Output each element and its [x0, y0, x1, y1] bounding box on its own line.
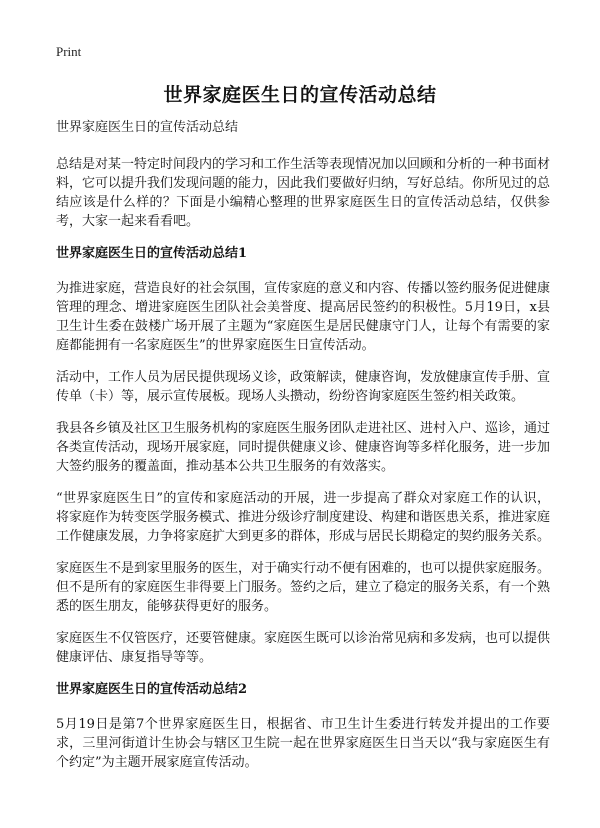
section-1-paragraph: 活动中，工作人员为居民提供现场义诊，政策解读，健康咨询，发放健康宣传手册、宣传单（卡）等，展示宣传展板。现场人头攒动，纷纷咨询家庭医生签约相关政策。 — [56, 370, 551, 404]
section-heading-1: 世界家庭医生日的宣传活动总结1 — [56, 246, 248, 261]
document-body — [56, 118, 550, 785]
section-2-paragraph: 5月19日是第7个世界家庭医生日，根据省、市卫生计生委进行转发并提出的工作要求，三里河街道计生协会与辖区卫生院一起在世界家庭医生日当天以“我与家庭医生有个约定”为主题开展家庭宣传活动。 — [56, 717, 550, 770]
document-subtitle: 世界家庭医生日的宣传活动总结 — [56, 120, 239, 135]
section-1-paragraph: 为推进家庭，营造良好的社会氛围，宣传家庭的意义和内容、传播以签约服务促进健康管理的理念、增进家庭医生团队社会美誉度、提高居民签约的积极性。5月19日，x县卫生计生委在鼓楼广场开展了主题为“家庭医生是居民健康守门人，让每个有需要的家庭都能拥有一名家庭医生”的世界家庭医生日宣传活动。 — [56, 281, 551, 353]
section-1-paragraph: “世界家庭医生日”的宣传和家庭活动的开展，进一步提高了群众对家庭工作的认识，将家庭作为转变医学服务模式、推进分级诊疗制度建设、构建和谐医患关系，推进家庭工作健康发展，力争将家庭扩大到更多的群体，形成与居民长期稳定的契约服务关系。 — [56, 491, 551, 544]
section-1-paragraph: 家庭医生不是到家里服务的医生，对于确实行动不便有困难的，也可以提供家庭服务。但不是所有的家庭医生非得要上门服务。签约之后，建立了稳定的服务关系，有一个熟悉的医生朋友，能够获得更好的服务。 — [56, 561, 551, 614]
intro-paragraph: 总结是对某一特定时间段内的学习和工作生活等表现情况加以回顾和分析的一种书面材料，它可以提升我们发现问题的能力，因此我们要做好归纳，写好总结。你所见过的总结应该是什么样的？下面是小编精心整理的世界家庭医生日的宣传活动总结，仅供参考，大家一起来看看吧。 — [56, 157, 551, 229]
section-heading-2: 世界家庭医生日的宣传活动总结2 — [56, 682, 248, 697]
page-title: 世界家庭医生日的宣传活动总结 — [163, 84, 437, 106]
print-link[interactable]: Print — [56, 44, 82, 59]
section-1-paragraph: 家庭医生不仅管医疗，还要管健康。家庭医生既可以诊治常见病和多发病，也可以提供健康评估、康复指导等等。 — [56, 631, 551, 665]
section-1-paragraph: 我县各乡镇及社区卫生服务机构的家庭医生服务团队走进社区、进村入户、巡诊，通过各类宣传活动，现场开展家庭，同时提供健康义诊、健康咨询等多样化服务，进一步加大签约服务的覆盖面，推动基本公共卫生服务的有效落实。 — [56, 421, 551, 474]
